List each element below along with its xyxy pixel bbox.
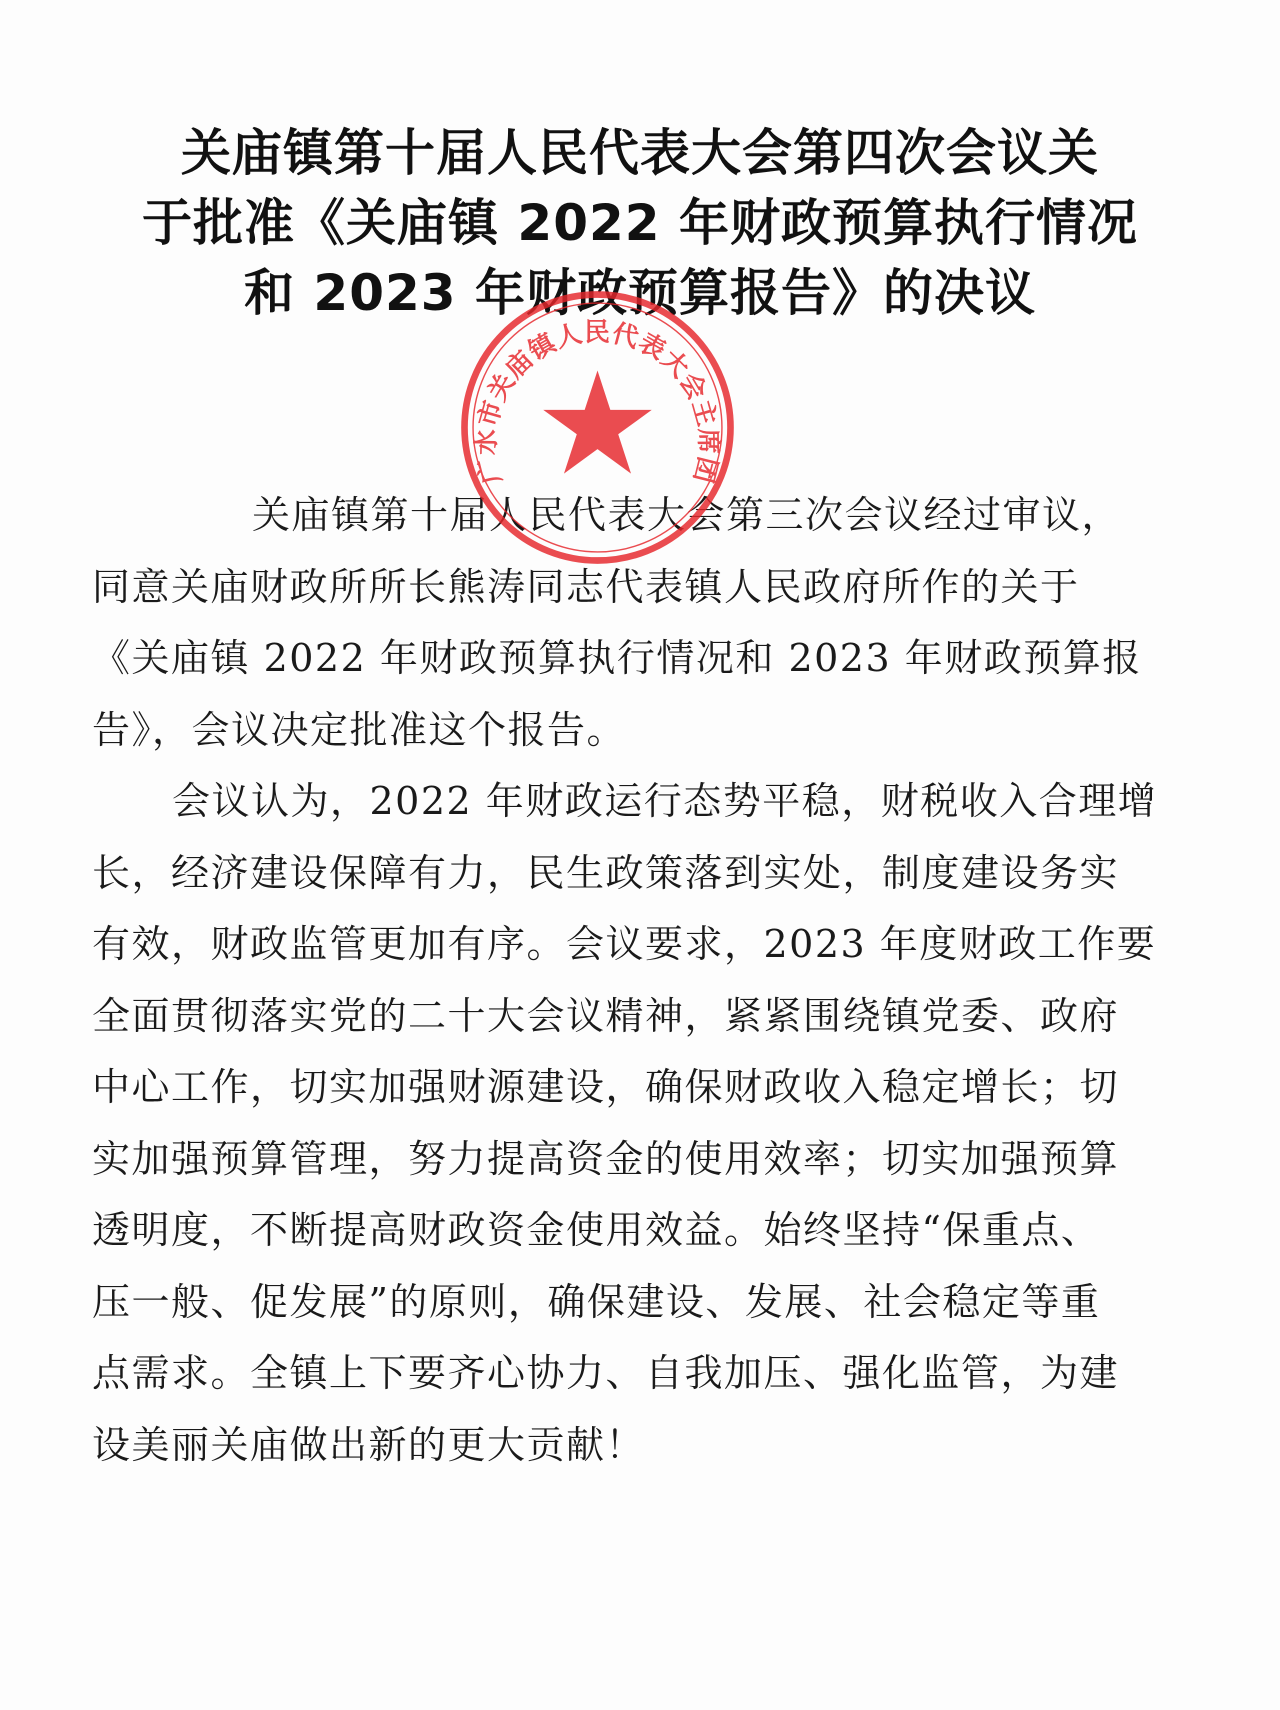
paragraph-1-line-4: 告》，会议决定批准这个报告。: [92, 707, 627, 752]
paragraph-2-line-4: 全面贯彻落实党的二十大会议精神，紧紧围绕镇党委、政府: [92, 993, 1120, 1038]
paragraph-2-line-5: 中心工作，切实加强财源建设，确保财政收入稳定增长；切: [92, 1065, 1120, 1109]
paragraph-1-line-2: 同意关庙财政所所长熊涛同志代表镇人民政府所作的关于: [92, 564, 1080, 609]
paragraph-2-line-3: 有效，财政监管更加有序。会议要求，2023 年度财政工作要: [92, 922, 1157, 966]
title-line-2: 于批准《关庙镇 2022 年财政预算执行情况: [142, 194, 1138, 252]
paragraph-2-line-10: 设美丽关庙做出新的更大贡献！: [92, 1422, 646, 1467]
title-line-3: 和 2023 年财政预算报告》的决议: [244, 264, 1036, 322]
paragraph-2-line-2: 长，经济建设保障有力，民生政策落到实处，制度建设务实: [92, 850, 1120, 895]
paragraph-2-line-9: 点需求。全镇上下要齐心协力、自我加压、强化监管，为建: [92, 1351, 1120, 1395]
seal-text: 广水市关庙镇人民代表大会主席团: [471, 317, 724, 487]
seal-star-icon: [543, 371, 651, 474]
paragraph-1: [92, 480, 1202, 766]
paragraph-1-line-3: 《关庙镇 2022 年财政预算执行情况和 2023 年财政预算报: [92, 636, 1142, 680]
paragraph-2-line-1: 会议认为，2022 年财政运行态势平稳，财税收入合理增: [172, 779, 1158, 823]
title-line-1: 关庙镇第十届人民代表大会第四次会议关: [181, 124, 1099, 182]
paragraph-2-line-8: 压一般、促发展”的原则，确保建设、发展、社会稳定等重: [92, 1279, 1101, 1324]
paragraph-2-line-7: 透明度，不断提高财政资金使用效益。始终坚持“保重点、: [92, 1208, 1101, 1252]
paragraph-2: [92, 766, 1202, 1481]
paragraph-2-line-6: 实加强预算管理，努力提高资金的使用效率；切实加强预算: [92, 1136, 1120, 1181]
document-title: [100, 118, 1180, 328]
document-body: [92, 480, 1202, 1481]
paragraph-1-line-1: 关庙镇第十届人民代表大会第三次会议经过审议，: [252, 493, 1122, 537]
